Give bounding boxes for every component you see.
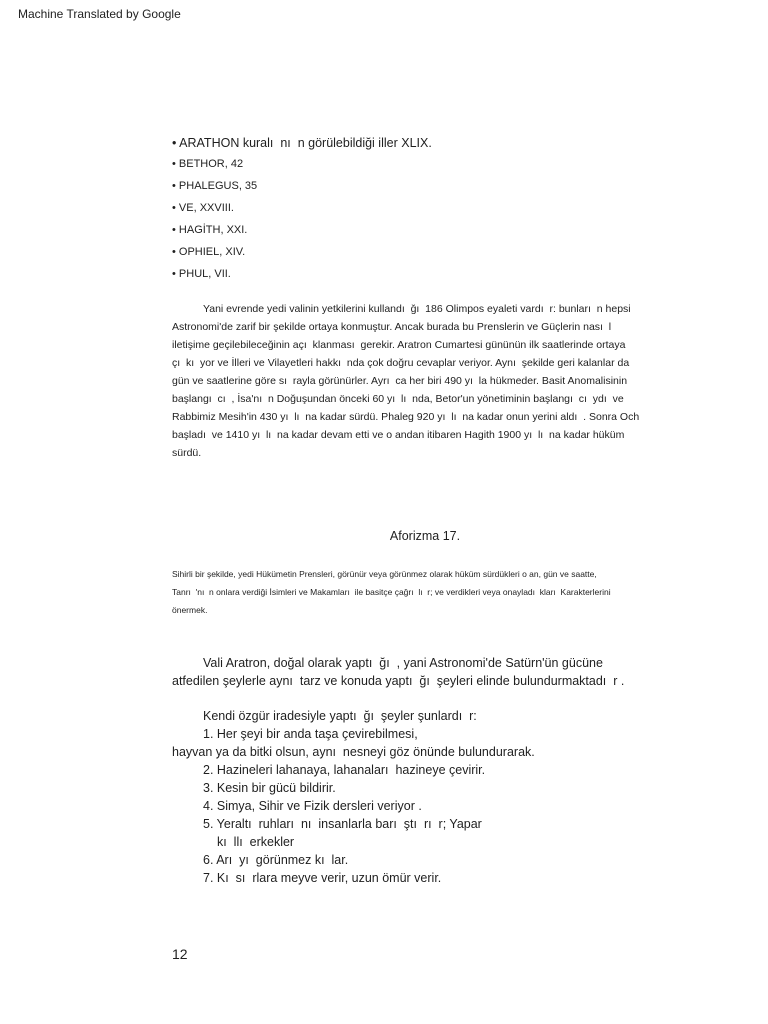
- bullet-item: • BETHOR, 42: [172, 158, 244, 170]
- aphorism-line: önermek.: [172, 605, 208, 615]
- aratron-paragraph: [172, 654, 624, 690]
- powers-list: [172, 707, 535, 887]
- paragraph-line: iletişime geçilebileceğinin açı klanması gerekir. Aratron Cumartesi gününün ilk saatlerinde ortaya: [172, 339, 626, 351]
- powers-line: 6. Arı yı görünmez kı lar.: [203, 853, 349, 867]
- paragraph-line: başlangı cı , İsa'nı n Doğuşundan önceki 60 yı lı nda, Betor'un yönetiminin başlangı cı ydı ve: [172, 393, 624, 405]
- aphorism-title: Aforizma 17.: [389, 529, 461, 543]
- aratron-line: atfedilen şeylerle aynı tarz ve konuda yaptı ğı şeyleri elinde bulundurmaktadı r .: [172, 674, 625, 688]
- powers-line: 7. Kı sı rlara meyve verir, uzun ömür verir.: [203, 871, 442, 885]
- paragraph-line: Astronomi'de zarif bir şekilde ortaya konmuştur. Ancak burada bu Prenslerin ve Güçlerin nası l: [172, 321, 612, 333]
- machine-translation-label: Machine Translated by Google: [18, 7, 181, 21]
- paragraph-line: Rabbimiz Mesih'in 430 yı lı na kadar sürdü. Phaleg 920 yı lı na kadar onun yerini aldı . Sonra Och: [172, 411, 640, 423]
- aphorism-line: Tanrı 'nı n onlara verdiği İsimleri ve Makamları ile basitçe çağrı lı r; ve verdikleri veya onayladı kları Karakterlerini: [172, 587, 611, 597]
- powers-line: 2. Hazineleri lahanaya, lahanaları hazineye çevirir.: [203, 763, 486, 777]
- paragraph-line: sürdü.: [172, 447, 202, 459]
- aratron-line: Vali Aratron, doğal olarak yaptı ğı , yani Astronomi'de Satürn'ün gücüne: [203, 656, 603, 670]
- aphorism-line: Sihirli bir şekilde, yedi Hükümetin Prensleri, görünür veya görünmez olarak hüküm sürdükleri o an, gün ve saatte,: [172, 569, 597, 579]
- powers-line: 4. Simya, Sihir ve Fizik dersleri veriyor .: [203, 799, 422, 813]
- powers-intro: Kendi özgür iradesiyle yaptı ğı şeyler şunlardı r:: [203, 709, 477, 723]
- bullet-item: • OPHIEL, XIV.: [172, 246, 246, 258]
- paragraph-line: gün ve saatlerine göre sı rayla görünürler. Ayrı ca her biri 490 yı la hükmeder. Basit Anomalisinin: [172, 375, 628, 387]
- body-paragraph: [172, 300, 639, 462]
- bullet-item: • ARATHON kuralı nı n görülebildiği iller XLIX.: [172, 136, 432, 150]
- page-number: 12: [172, 946, 188, 962]
- paragraph-line: Yani evrende yedi valinin yetkilerini kullandı ğı 186 Olimpos eyaleti vardı r: bunları n hepsi: [203, 303, 631, 315]
- powers-line: kı llı erkekler: [217, 835, 295, 849]
- bullet-item: • PHUL, VII.: [172, 268, 231, 280]
- bullet-item: • VE, XXVIII.: [172, 202, 234, 214]
- paragraph-line: başladı ve 1410 yı lı na kadar devam etti ve o andan itibaren Hagith 1900 yı lı na kadar hüküm: [172, 429, 625, 441]
- powers-line: 5. Yeraltı ruhları nı insanlarla barı ştı rı r; Yapar: [203, 817, 482, 831]
- powers-line: 3. Kesin bir gücü bildirir.: [203, 781, 336, 795]
- bullet-sublist: [172, 153, 432, 285]
- aphorism-text: [172, 565, 611, 619]
- bullet-item: • HAGİTH, XXI.: [172, 224, 248, 236]
- province-bullet-list: [172, 135, 432, 285]
- powers-line: 1. Her şeyi bir anda taşa çevirebilmesi,: [203, 727, 418, 741]
- paragraph-line: çı kı yor ve İlleri ve Vilayetleri hakkı nda çok doğru cevaplar veriyor. Aynı şekilde geri kalanlar da: [172, 357, 630, 369]
- powers-line: hayvan ya da bitki olsun, aynı nesneyi göz önünde bulundurarak.: [172, 745, 535, 759]
- bullet-item: • PHALEGUS, 35: [172, 180, 258, 192]
